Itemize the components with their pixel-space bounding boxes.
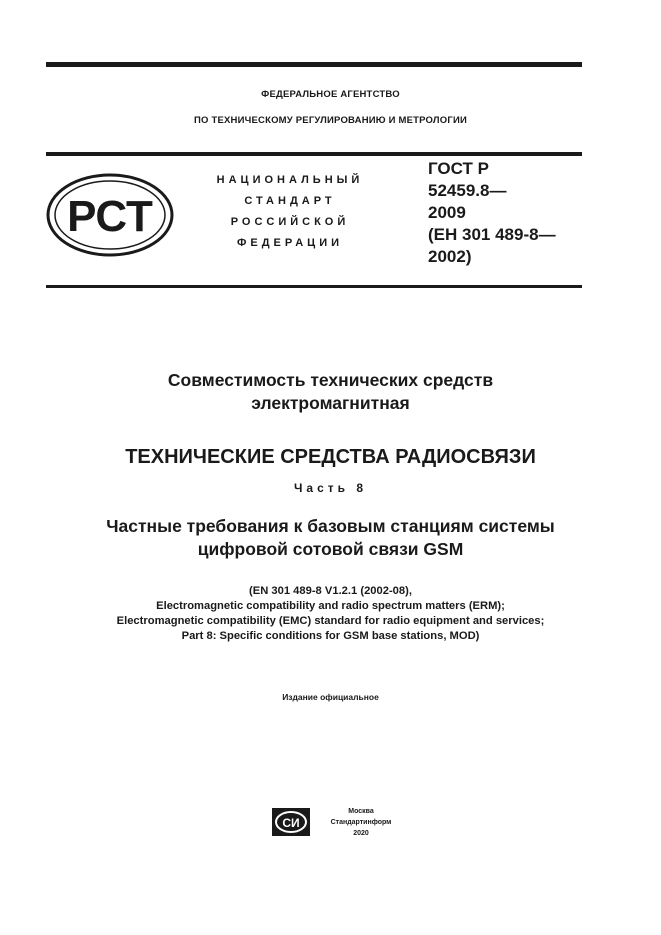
- gost-designation: [428, 158, 556, 268]
- en-line-4: Part 8: Specific conditions for GSM base stations, MOD): [181, 630, 480, 642]
- gost-line-2: 52459.8—: [428, 181, 507, 200]
- national-standard-label: [190, 170, 390, 254]
- top-rule: [46, 62, 582, 67]
- publisher-year: 2020: [353, 830, 369, 837]
- rst-logo: [46, 173, 174, 257]
- en-line-1: (EN 301 489-8 V1.2.1 (2002-08),: [249, 585, 412, 597]
- national-line-3: РОССИЙСКОЙ: [230, 216, 350, 228]
- national-line-2: СТАНДАРТ: [244, 195, 336, 207]
- subtitle-line-2: цифровой сотовой связи GSM: [197, 539, 464, 559]
- gost-line-4: (ЕН 301 489-8—: [428, 225, 556, 244]
- gost-line-3: 2009: [428, 203, 466, 222]
- publisher-name: Стандартинформ: [330, 819, 392, 826]
- document-title: [0, 369, 661, 415]
- main-title: ТЕХНИЧЕСКИЕ СРЕДСТВА РАДИОСВЯЗИ: [125, 446, 536, 468]
- part-label: Часть 8: [293, 481, 368, 495]
- publisher-logo: [272, 808, 310, 836]
- gost-line-5: 2002): [428, 247, 472, 266]
- edition-label: Издание официальное: [282, 692, 379, 702]
- bottom-rule: [46, 285, 582, 288]
- middle-rule: [46, 152, 582, 156]
- subtitle: [0, 515, 661, 561]
- en-line-3: Electromagnetic compatibility (EMC) standard for radio equipment and services;: [116, 615, 545, 627]
- logo-text: РСТ: [67, 192, 153, 241]
- publisher-info: [318, 806, 404, 839]
- gost-line-1: ГОСТ Р: [428, 159, 489, 178]
- publisher-city: Москва: [348, 808, 374, 815]
- subtitle-line-1: Частные требования к базовым станциям системы: [106, 516, 555, 536]
- agency-line-2: ПО ТЕХНИЧЕСКОМУ РЕГУЛИРОВАНИЮ И МЕТРОЛОГИИ: [194, 115, 467, 126]
- agency-line-1: ФЕДЕРАЛЬНОЕ АГЕНТСТВО: [261, 89, 400, 100]
- en-reference: [0, 584, 661, 644]
- national-line-4: ФЕДЕРАЦИИ: [236, 237, 344, 249]
- title-line-2: электромагнитная: [251, 393, 410, 413]
- publisher-logo-text: СИ: [282, 816, 300, 830]
- national-line-1: НАЦИОНАЛЬНЫЙ: [216, 174, 364, 186]
- en-line-2: Electromagnetic compatibility and radio spectrum matters (ERM);: [156, 600, 505, 612]
- title-line-1: Совместимость технических средств: [167, 370, 494, 390]
